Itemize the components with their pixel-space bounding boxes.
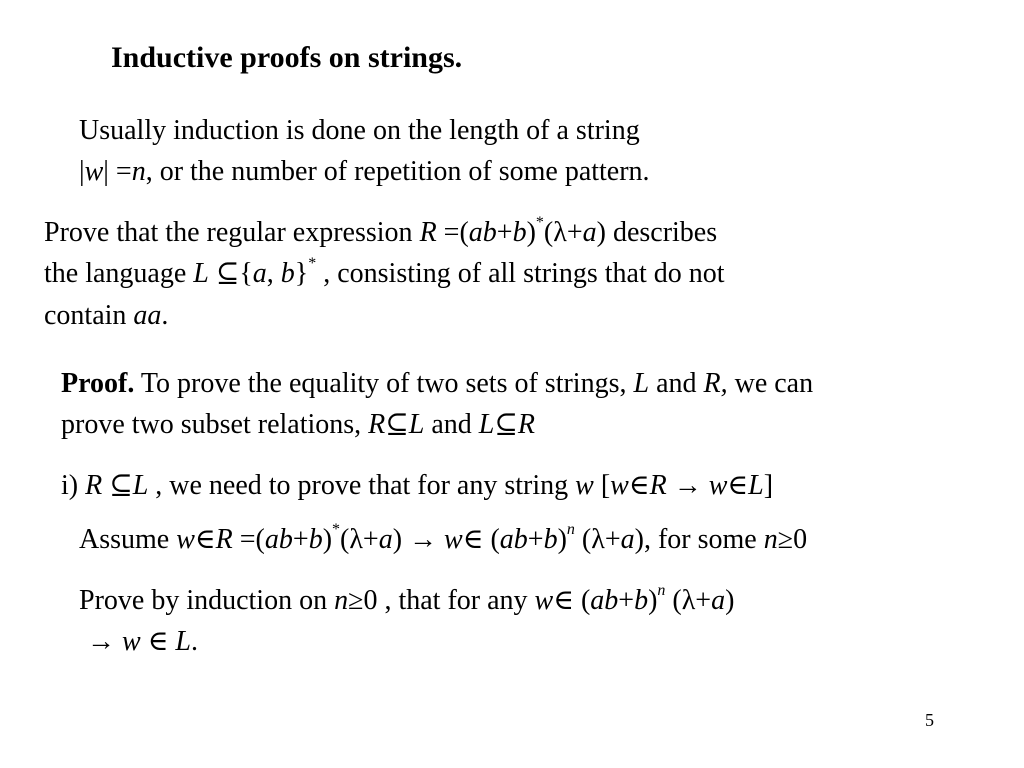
assume-line (79, 520, 808, 556)
subset-symbol: ⊆ (385, 409, 409, 440)
var-b: b (308, 524, 323, 555)
text: and (424, 409, 479, 440)
subset-symbol: ⊆ (102, 470, 133, 501)
problem-line-2 (44, 254, 725, 290)
var-w: w (444, 524, 463, 555)
abs-close: | = (103, 156, 132, 187)
var-w: w (708, 470, 728, 501)
text: . (161, 300, 169, 331)
var-n: n (334, 585, 349, 616)
text: ≥0 , that for any (348, 585, 535, 616)
var-w: w (122, 626, 141, 657)
text: Assume (79, 524, 177, 555)
var-b: b (512, 217, 527, 248)
problem-line-1 (44, 213, 718, 249)
text: ) describes (596, 217, 718, 248)
var-L: L (748, 470, 764, 501)
element-of-symbol: ∈ (628, 470, 650, 501)
element-of-symbol: ∈ (462, 524, 484, 555)
var-L: L (193, 258, 209, 289)
text: . (191, 626, 198, 657)
element-of-symbol: ∈ (727, 470, 749, 501)
plus: + (292, 524, 309, 555)
text: ) (526, 217, 536, 248)
abs-open: | (79, 156, 85, 187)
text: =( (232, 524, 265, 555)
var-w: w (534, 585, 554, 616)
element-of-symbol: ∈ (140, 626, 176, 657)
exponent-n: n (566, 520, 575, 538)
text: , (266, 258, 281, 289)
var-w: w (610, 470, 629, 501)
var-aa: aa (133, 300, 162, 331)
subset-symbol: ⊆{ (208, 258, 253, 289)
text: ) (322, 524, 333, 555)
var-b: b (543, 524, 558, 555)
plus: + (618, 585, 635, 616)
text: ≥0 (777, 524, 808, 555)
text: Prove by induction on (79, 585, 335, 616)
var-R: R, (703, 368, 728, 399)
text: contain (44, 300, 134, 331)
text: we can (727, 368, 814, 399)
text: ( (483, 524, 500, 555)
arrow-icon: ) → (392, 524, 445, 555)
text: (λ+ (543, 217, 583, 248)
var-b: b (634, 585, 649, 616)
var-R: R (419, 217, 437, 248)
arrow-icon: → (666, 470, 709, 501)
arrow-icon: → (87, 626, 122, 657)
intro-rest: , or the number of repetition of some pattern. (145, 156, 650, 187)
element-of-symbol: ∈ (194, 524, 216, 555)
text: (λ+ (574, 524, 621, 555)
text: To prove the equality of two sets of strings, (134, 368, 634, 399)
var-a: a (582, 217, 597, 248)
var-n: n (131, 156, 146, 187)
var-w: w (176, 524, 195, 555)
element-of-symbol: ∈ (553, 585, 574, 616)
text: , we need to prove that for any string (148, 470, 576, 501)
text: Prove that the regular expression (44, 217, 420, 248)
plus: + (496, 217, 513, 248)
var-R: R (85, 470, 103, 501)
plus: + (527, 524, 544, 555)
kleene-star: * (332, 520, 341, 538)
text: ) (725, 585, 735, 616)
var-a: a (252, 258, 267, 289)
text: =( (436, 217, 469, 248)
text: ), for some (634, 524, 764, 555)
text: ] (763, 470, 774, 501)
var-ab: ab (590, 585, 619, 616)
proof-line-2 (61, 409, 535, 441)
text: ) (648, 585, 658, 616)
intro-line-2 (79, 156, 650, 188)
var-a: a (620, 524, 635, 555)
text: (λ+ (340, 524, 379, 555)
induction-line-1 (79, 581, 735, 617)
var-ab: ab (264, 524, 293, 555)
proof-line-1 (61, 368, 813, 400)
var-w: w (575, 470, 594, 501)
text: the language (44, 258, 194, 289)
intro-line-1: Usually induction is done on the length of a string (79, 115, 640, 146)
page-number: 5 (925, 710, 934, 730)
exponent-n: n (657, 581, 666, 599)
text: } (294, 258, 309, 289)
var-w: w (84, 156, 104, 187)
var-ab: ab (499, 524, 528, 555)
var-R: R (215, 524, 233, 555)
problem-line-3 (44, 300, 168, 332)
text: i) (61, 470, 86, 501)
text: [ (593, 470, 611, 501)
var-L: L (633, 368, 650, 399)
kleene-star: * (535, 213, 544, 231)
var-R: R (368, 409, 386, 440)
var-n: n (763, 524, 778, 555)
text: (λ+ (665, 585, 712, 616)
text: ) (557, 524, 567, 555)
induction-line-2 (87, 626, 198, 658)
var-R: R (649, 470, 667, 501)
var-b: b (280, 258, 295, 289)
var-L: L (175, 626, 191, 657)
var-ab: ab (468, 217, 497, 248)
part-i-line (61, 470, 773, 502)
text: ( (573, 585, 591, 616)
text: prove two subset relations, (61, 409, 369, 440)
var-R: R (517, 409, 535, 440)
var-L: L (408, 409, 425, 440)
text: , consisting of all strings that do not (316, 258, 725, 289)
var-L: L (132, 470, 149, 501)
text: and (649, 368, 704, 399)
var-a: a (378, 524, 393, 555)
var-L: L (478, 409, 495, 440)
kleene-star: * (308, 254, 317, 272)
slide-title: Inductive proofs on strings. (111, 41, 463, 74)
subset-symbol: ⊆ (494, 409, 518, 440)
var-a: a (711, 585, 726, 616)
proof-label: Proof. (61, 368, 135, 399)
